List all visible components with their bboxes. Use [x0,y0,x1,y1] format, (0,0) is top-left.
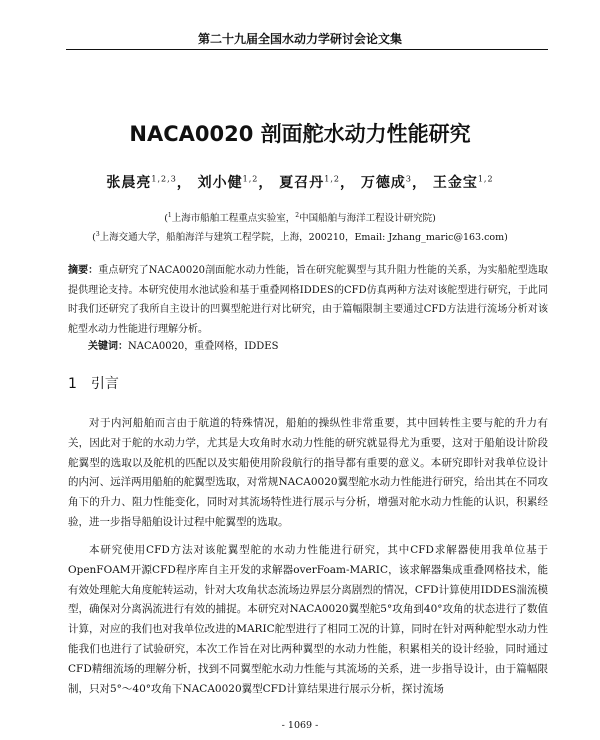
affiliation-line-2: ($^3$上海交通大学，船舶海洋与建筑工程学院，上海，200210，Email: Jzhang_maric@163.com) [92,230,508,243]
author-affil-sup: 1,2,3 [151,174,177,184]
page-number: - 1069 - [281,720,319,731]
paper-title: NACA0020 剖面舵水动力性能研究 [129,122,471,146]
body-paragraph: 对于内河船舶而言由于航道的特殊情况，船舶的操纵性非常重要，其中回转性主要与舵的升力有关，因此对于舵的水动力学，尤其是大攻角时水动力性能的研究就显得尤为重要，这对于船舶设计阶段舵翼型的选取以及舵机的匹配以及实船使用阶段航行的指导都有重要的意义。本研究即针对我单位设计的内河、远洋两用船舶的舵翼型选取，对常规NACA0020翼型舵水动力性能进行研究，给出其在不同攻角下的升力、阻力性能变化，同时对其流场特性进行展示与分析，增强对舵水动力性能的认识，积累经验，进一步指导船舶设计过程中舵翼型的选取。 [68,417,548,528]
running-header: 第二十九届全国水动力学研讨会论文集 [197,32,402,46]
author-name: 王金宝 [432,175,478,191]
keywords-label: 关键词： [88,341,128,352]
keywords [88,337,278,352]
abstract [68,261,548,339]
section-title: 引言 [90,376,119,392]
keywords-text: NACA0020，重叠网格，IDDES [128,341,279,352]
author-affil-sup: 3 [405,174,412,184]
author-affil-sup: 1,2 [242,174,259,184]
body-paragraph: 本研究使用CFD方法对该舵翼型舵的水动力性能进行研究，其中CFD求解器使用我单位基于OpenFOAM开源CFD程序库自主开发的求解器overFoam-MARIC，该求解器集成重叠网格技术，能有效处理舵大角度舵转运动，针对大攻角状态流场边界层分离剧烈的情况，CFD计算使用IDDES湍流模型，确保对分离涡流进行有效的捕捉。本研究对NACA0020翼型舵5°攻角到40°攻角的状态进行了数值计算，对应的我们也对我单位改进的MARIC舵型进行了相同工况的计算，同时在针对两种舵型水动力性能我们也进行了试验研究，本次工作旨在对比两种翼型的水动力性能，积累相关的设计经验，同时通过CFD精细流场的理解分析，找到不同翼型舵水动力性能与其流场的关系，进一步指导设计，由于篇幅限制，只对5°～40°攻角下NACA0020翼型CFD计算结果进行展示分析，探讨流场 [68,544,548,695]
author-list: 张晨亮$^{1,2,3}$， 刘小健$^{1,2}$， 夏召丹$^{1,2}$， 万德成$^3$， 王金宝$^{1,2}$ [106,174,494,191]
author-affil-sup: 1,2 [477,174,494,184]
section-number: 1 [68,376,77,392]
abstract-label: 摘要： [68,265,99,276]
header-rule [66,49,548,50]
author-affil-sup: 1,2 [324,174,340,184]
author-name: 万德成 [360,175,406,191]
author-name: 刘小健 [197,175,243,191]
abstract-text: 重点研究了NACA0020剖面舵水动力性能，旨在研究舵翼型与其升阻力性能的关系，为实船舵型选取提供理论支持。本研究使用水池试验和基于重叠网格IDDES的CFD仿真两种方法对该舵型进行研究，于此同时我们还研究了我所自主设计的凹翼型舵进行对比研究，由于篇幅限制主要通过CFD方法进行流场分析对该舵型水动力性能进行理解分析。 [68,265,548,335]
affiliation-line-1: ($^1$上海市船舶工程重点实验室，$^2$中国船舶与海洋工程设计研究院) [164,211,436,224]
author-name: 张晨亮 [106,175,152,191]
author-name: 夏召丹 [279,175,325,191]
section-heading [68,373,119,393]
